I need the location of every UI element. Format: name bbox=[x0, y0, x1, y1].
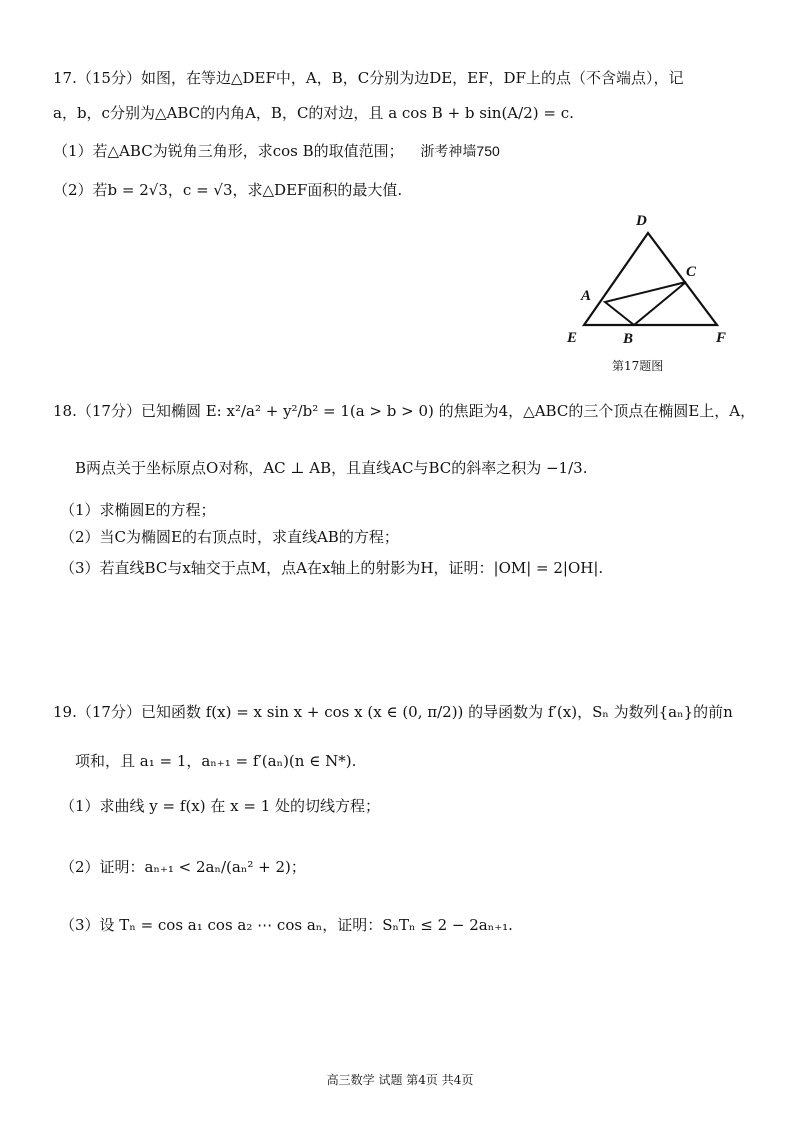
label-d: D bbox=[636, 213, 647, 229]
problem-17-part-2: （2）若b = 2√3，c = √3，求△DEF面积的最大值. bbox=[53, 181, 403, 199]
problem-18-part-3: （3）若直线BC与x轴交于点M，点A在x轴上的射影为H，证明：|OM| = 2|OH|. bbox=[60, 559, 604, 577]
label-c: C bbox=[686, 264, 697, 280]
figure-caption: 第17题图 bbox=[612, 359, 664, 373]
page-footer: 高三数学 试题 第4页 共4页 bbox=[326, 1073, 474, 1087]
problem-19-part-2: （2）证明：aₙ₊₁ < 2aₙ/(aₙ² + 2)； bbox=[60, 858, 306, 876]
label-b: B bbox=[623, 331, 634, 347]
problem-18-part-2: （2）当C为椭圆E的右顶点时，求直线AB的方程； bbox=[60, 528, 399, 546]
watermark: 浙考神墙750 bbox=[420, 143, 500, 159]
label-e: E bbox=[567, 330, 578, 346]
problem-18-line-2: B两点关于坐标原点O对称，AC ⊥ AB，且直线AC与BC的斜率之积为 −1/3. bbox=[75, 459, 588, 477]
problem-19-line-2: 项和，且 a₁ = 1，aₙ₊₁ = f′(aₙ)(n ∈ N*). bbox=[75, 752, 357, 770]
problem-17-part-1: （1）若△ABC为锐角三角形，求cos B的取值范围； 浙考神墙750 bbox=[53, 142, 500, 160]
label-f: F bbox=[716, 330, 727, 346]
triangle-abc bbox=[605, 282, 686, 325]
problem-19-part-1: （1）求曲线 y = f(x) 在 x = 1 处的切线方程； bbox=[60, 797, 381, 815]
problem-19-line-1: 19.（17分）已知函数 f(x) = x sin x + cos x (x ∈ (0, π/2)) 的导函数为 f′(x)，Sₙ 为数列{aₙ}的前n bbox=[53, 703, 733, 721]
problem-17-line-1: 17.（15分）如图，在等边△DEF中，A，B，C分别为边DE，EF，DF上的点（不含端点），记 bbox=[53, 69, 684, 87]
problem-18-part-1: （1）求椭圆E的方程； bbox=[60, 501, 216, 519]
problem-19-part-3: （3）设 Tₙ = cos a₁ cos a₂ ⋯ cos aₙ，证明：SₙTₙ ≤ 2 − 2aₙ₊₁. bbox=[60, 916, 513, 934]
label-a: A bbox=[581, 288, 592, 304]
problem-18-line-1: 18.（17分）已知椭圆 E: x²/a² + y²/b² = 1(a > b > 0) 的焦距为4，△ABC的三个顶点在椭圆E上，A， bbox=[53, 402, 756, 420]
problem-17-line-2: a，b，c分别为△ABC的内角A，B，C的对边，且 a cos B + b sin(A/2) = c. bbox=[53, 104, 574, 122]
